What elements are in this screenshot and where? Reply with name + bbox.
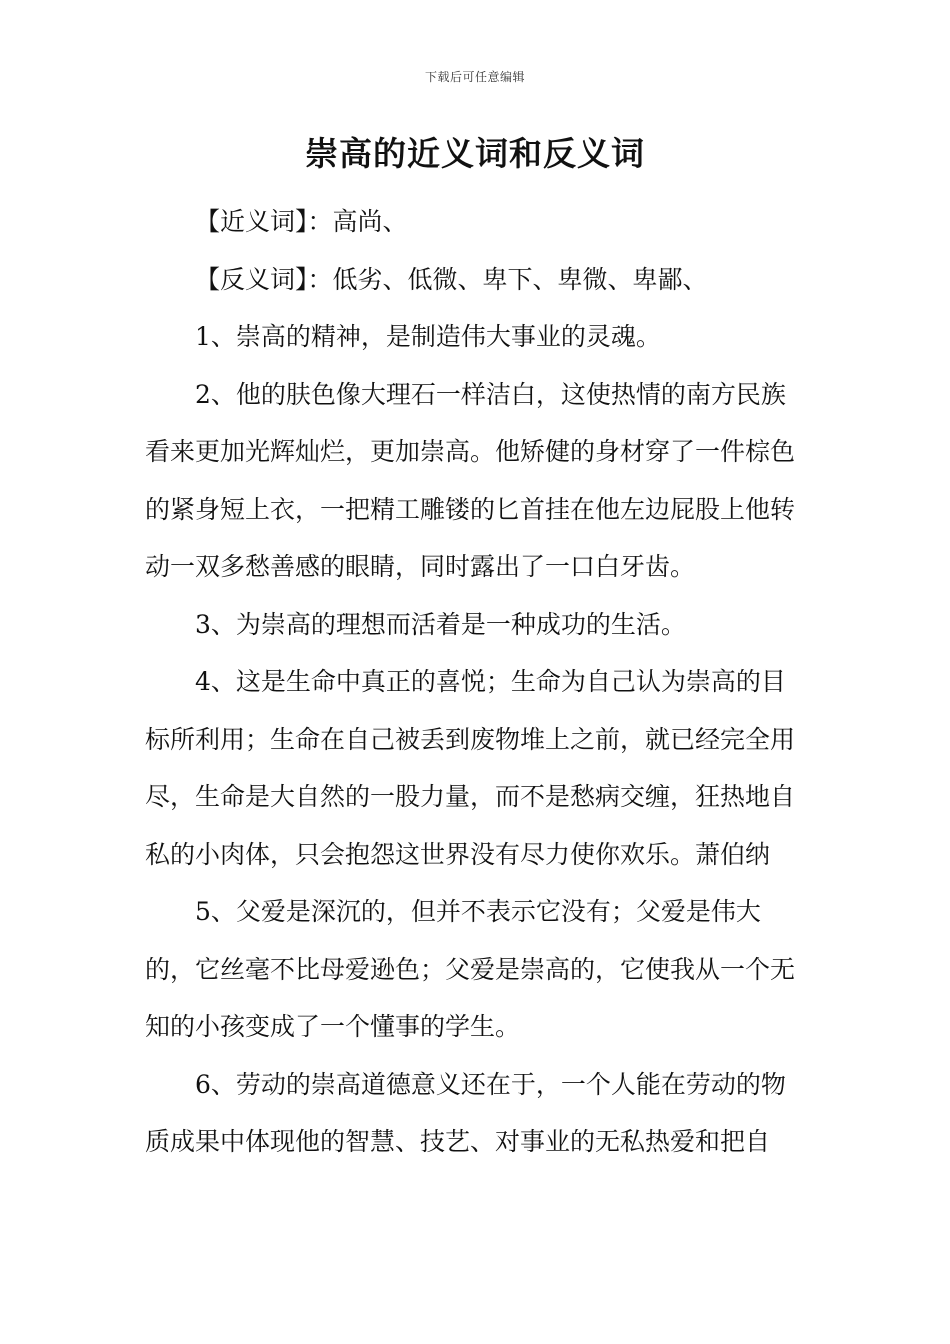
header-note: 下载后可任意编辑 [424, 70, 525, 84]
paragraph-example-4: 4、这是生命中真正的喜悦；生命为自己认为崇高的目标所利用；生命在自己被丢到废物堆上之前，就已经完全用尽，生命是大自然的一股力量，而不是愁病交缠，狂热地自私的小肉体，只会抱怨这世界没有尽力使你欢乐。萧伯纳 [145, 667, 796, 869]
document-body [145, 193, 810, 1171]
paragraph-example-5: 5、父爱是深沉的，但并不表示它没有；父爱是伟大的，它丝毫不比母爱逊色；父爱是崇高的，它使我从一个无知的小孩变成了一个懂事的学生。 [145, 897, 796, 1041]
paragraph-example-1: 1、崇高的精神，是制造伟大事业的灵魂。 [195, 322, 661, 351]
paragraph-example-2: 2、他的肤色像大理石一样洁白，这使热情的南方民族看来更加光辉灿烂，更加崇高。他矫健的身材穿了一件棕色的紧身短上衣，一把精工雕镂的匕首挂在他左边屁股上他转动一双多愁善感的眼睛，同时露出了一口白牙齿。 [145, 379, 796, 581]
paragraph-example-6: 6、劳动的崇高道德意义还在于，一个人能在劳动的物质成果中体现他的智慧、技艺、对事业的无私热爱和把自 [145, 1069, 786, 1156]
paragraph-synonyms: 【近义词】：高尚、 [195, 207, 408, 236]
paragraph-example-3: 3、为崇高的理想而活着是一种成功的生活。 [195, 609, 686, 639]
paragraph-antonyms: 【反义词】：低劣、低微、卑下、卑微、卑鄙、 [195, 264, 708, 294]
document-title: 崇高的近义词和反义词 [305, 134, 645, 173]
